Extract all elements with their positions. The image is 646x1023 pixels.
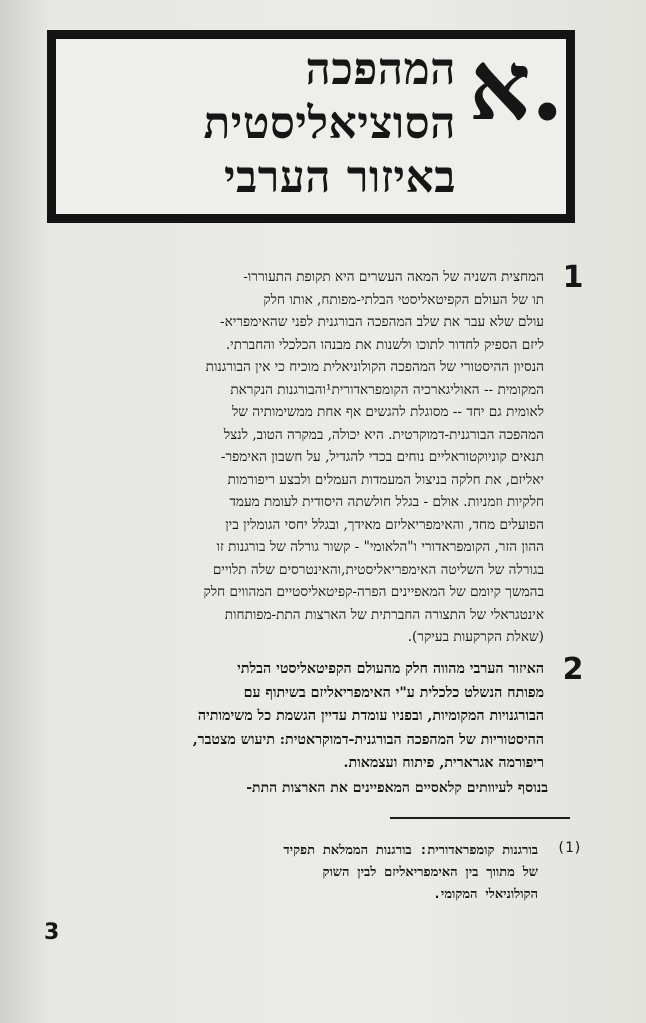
page-number: 3 — [44, 920, 60, 945]
footnote-divider — [390, 817, 570, 819]
title-line: הסוציאליסטית — [203, 98, 456, 149]
text-line: ליזם הספיק לחדור לתוכו ולשנות את מבנהו הכלכלי והחברתי. — [225, 336, 544, 353]
text-line: יאליזם, את חלקה בניצול המעמדות העמלים ולבצע ריפורמות — [227, 471, 544, 488]
text-line: המחצית השניה של המאה העשרים היא תקופת התעוררו- — [243, 269, 544, 285]
chapter-title — [76, 43, 456, 205]
chapter-letter: א. — [468, 29, 564, 142]
text-line: הנסיון ההיסטורי של המהפכה הקולוניאלית מוכיח כי אין הבורגנות — [205, 359, 544, 375]
text-line: לאומית גם יחד -- מסוגלת להגשים אף אחת ממשימותיה של — [231, 404, 544, 420]
text-line: (שאלת הקרקעות בעיקר). — [407, 629, 544, 645]
text-line: חלקיות וזמניות. אולם - בגלל חולשתה היסודית לעומת מעמד — [229, 494, 544, 510]
footnote-line: בורגנות קומפראדורית: בורגנות הממלאת תפקיד — [283, 843, 538, 858]
title-line: המהפכה — [305, 44, 456, 95]
section-body — [40, 266, 544, 649]
text-line: אינטגראלי של התצורה החברתית של הארצות התת-מפותחות — [224, 606, 544, 623]
section-number: 1 — [562, 260, 584, 295]
text-line: המקומית -- האוליגארכיה הקומפראדורית¹והבורגנות הנקראת — [230, 381, 544, 398]
section-2 — [40, 652, 588, 778]
text-line: הבורגנויות המקומיות, ובפניו עומדת עדיין הגשמת כל משימותיה — [197, 708, 544, 724]
section-body — [40, 658, 544, 776]
footnote-mark: (1) — [556, 840, 582, 856]
text-line: האיזור הערבי מהווה חלק מהעולם הקפיטאליסטי הבלתי — [237, 661, 544, 677]
footnote-body — [40, 840, 538, 906]
footnote-line: הקולוניאלי המקומי. — [433, 887, 538, 902]
text-line: תנאים קוניוקטוראליים נוחים בכדי להגדיל, על חשבון האימפר- — [220, 449, 544, 465]
text-line: בהמשך קיומם של המאפיינים הפרה-קפיטאליסטיים המהווים חלק — [203, 584, 544, 600]
footnote-line: של מתווך בין האימפריאליזם לבין השוק — [322, 865, 538, 880]
text-line: ההון הזר, הקומפראדורי ו"הלאומי" - קשור גורלה של בורגנות זו — [216, 539, 544, 555]
section-1 — [40, 260, 588, 656]
text-line: ריפורמה אגרארית, פיתוח ועצמאות. — [343, 755, 544, 771]
section-number: 2 — [562, 652, 584, 687]
text-line: ההיסטוריות של המהפכה הבורגנית-דמוקראטית: תיעוש מצטבר, — [192, 731, 544, 748]
text-line: המהפכה הבורגנית-דמוקרטית. היא יכולה, במקרה הטוב, לנצל — [223, 426, 544, 443]
text-line: מפותח הנשלט כלכלית ע"י האימפריאליזם בשיתוף עם — [243, 684, 544, 701]
continuation-line: בנוסף לעיוותים קלאסיים המאפיינים את הארצות התת- — [246, 780, 548, 796]
text-line: עולם שלא עבר את שלב המהפכה הבורגנית לפני שהאימפריא- — [220, 314, 544, 330]
title-line: באיזור הערבי — [223, 152, 456, 203]
text-line: בגורלה של השליטה האימפריאליסטית,והאינטרסים שלה תלויים — [212, 561, 544, 578]
text-line: הפועלים מחד, והאימפריאליזם מאידך, ובגלל יחסי הגומלין בין — [225, 516, 544, 533]
text-line: תו של העולם הקפיטאליסטי הבלתי-מפותח, אותו חלק — [263, 291, 544, 308]
chapter-title-box — [47, 30, 575, 223]
